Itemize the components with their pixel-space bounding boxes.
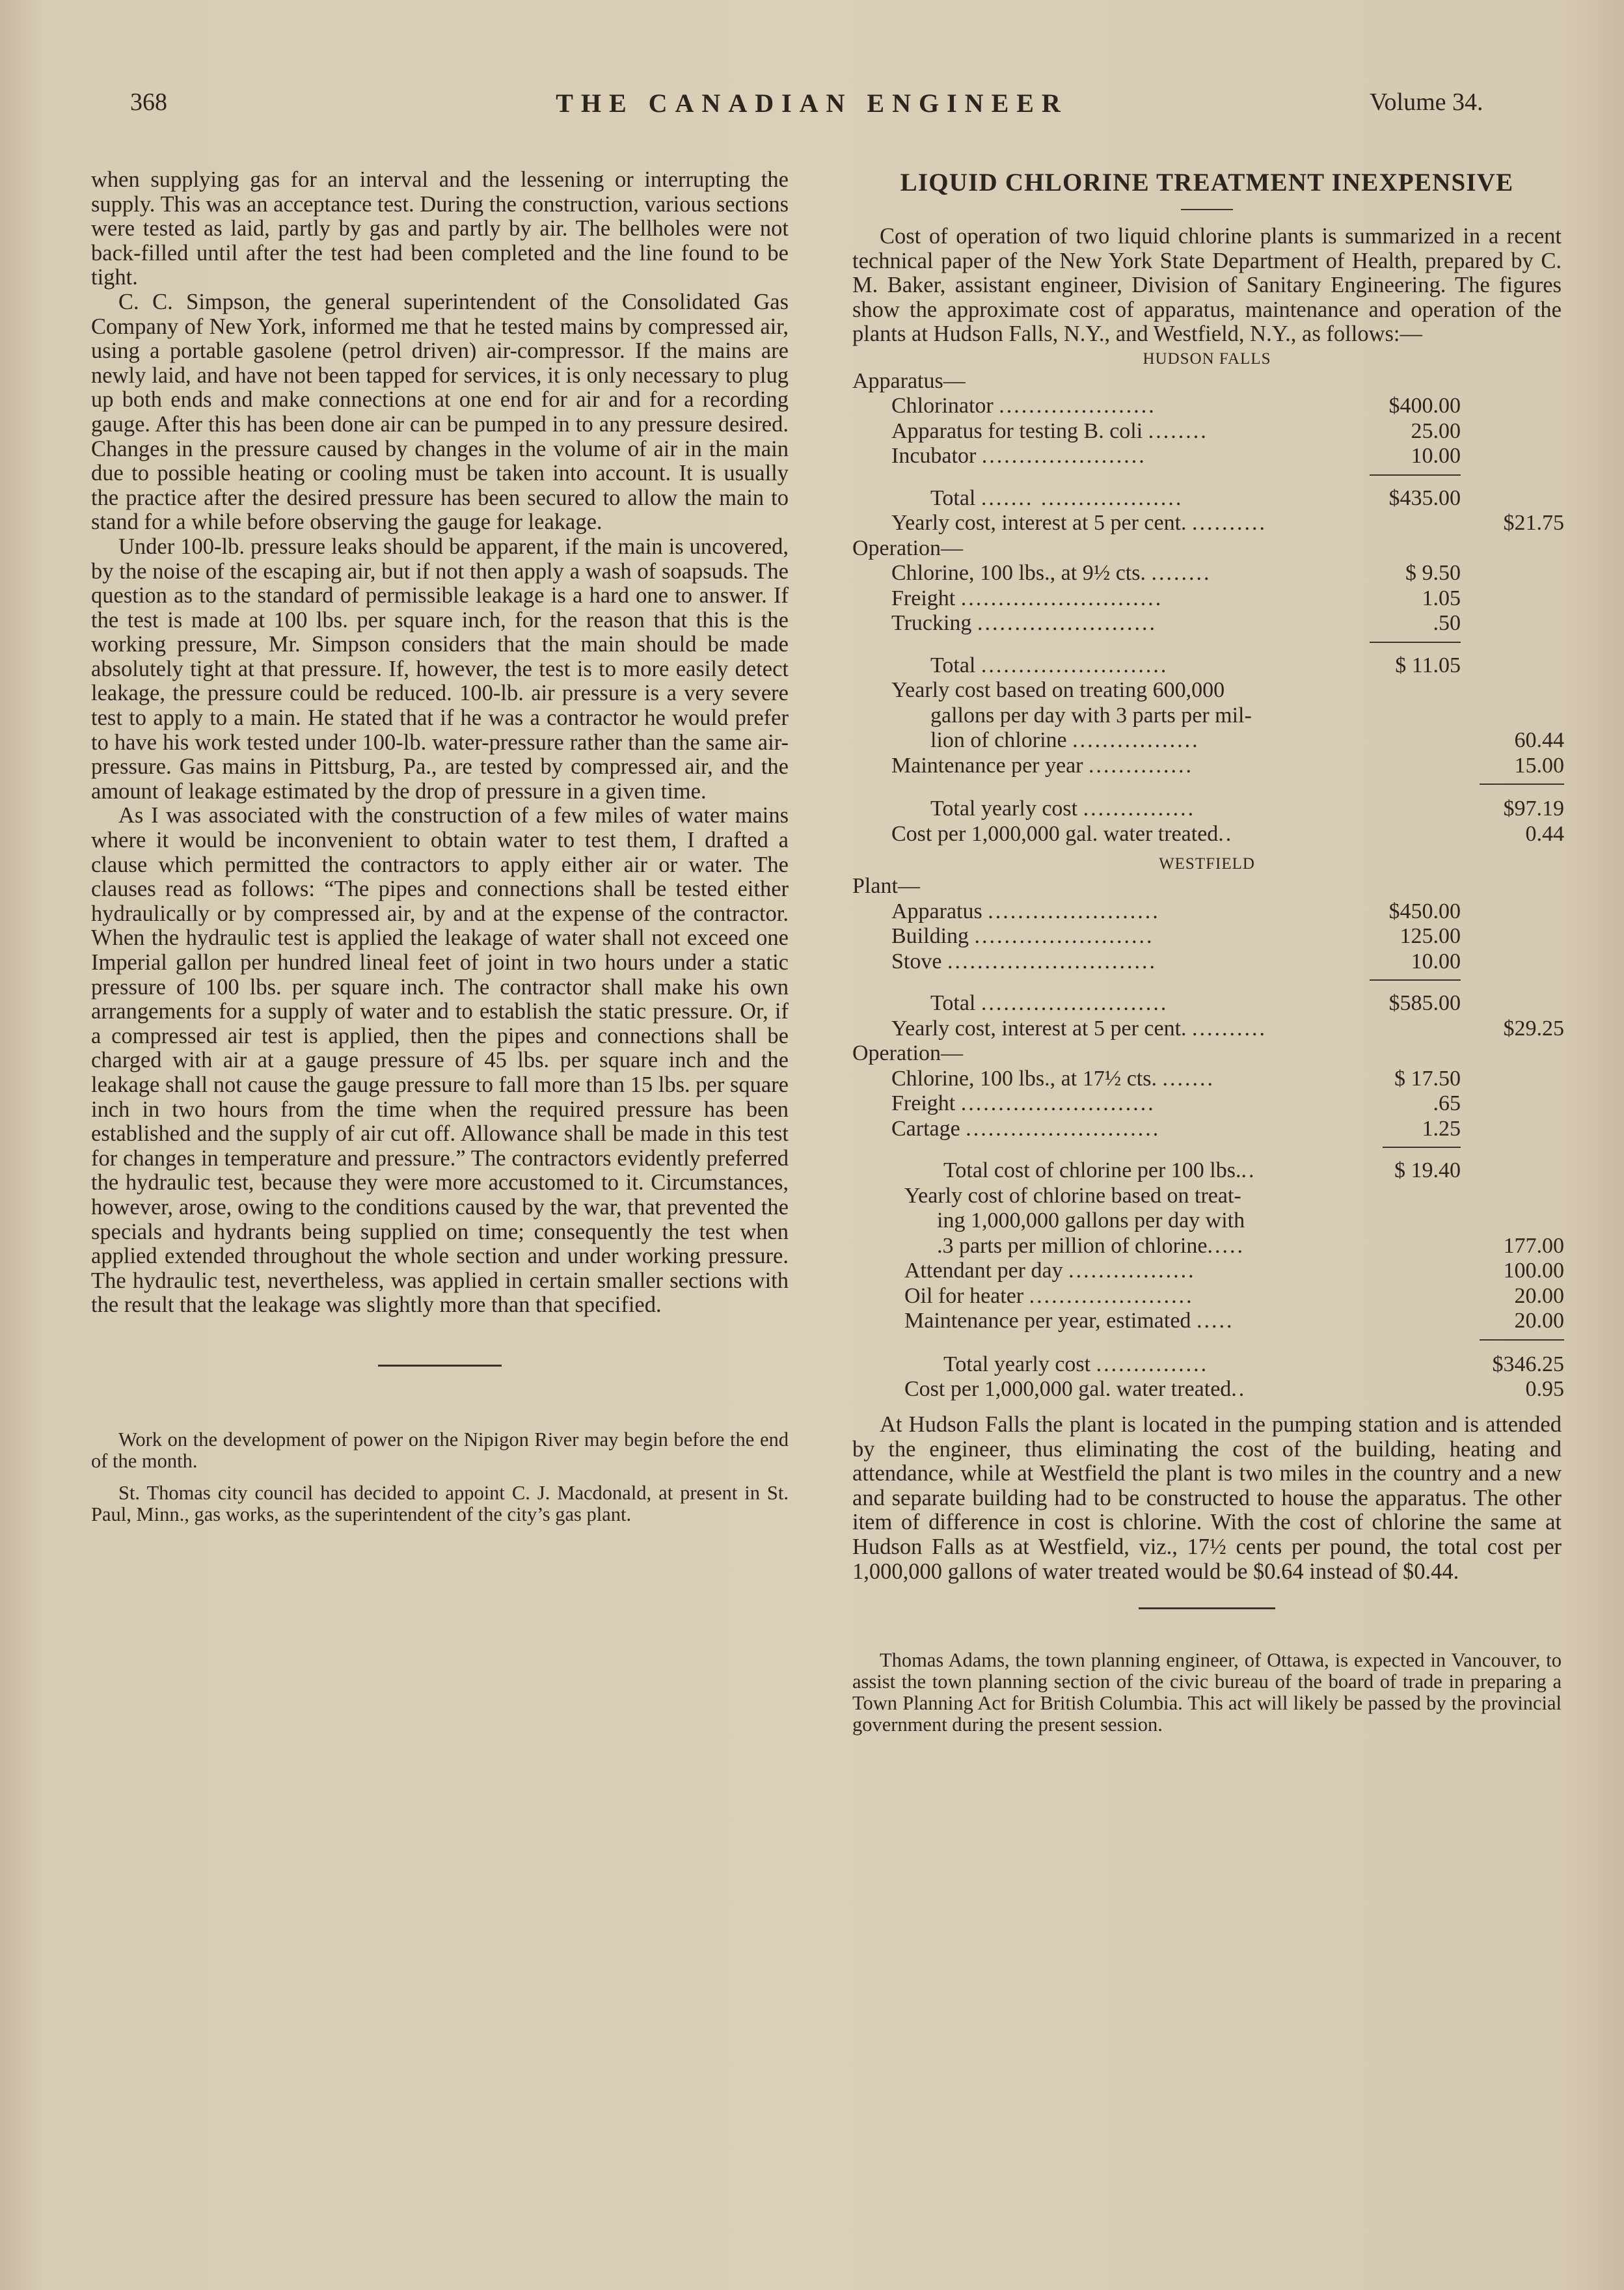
cost-amount: $97.19 [1503, 797, 1564, 821]
cost-row: Total cost of chlorine per 100 lbs... $ 19.40 [852, 1158, 1562, 1184]
cost-label-line: Yearly cost based on treating 600,000 [891, 678, 1225, 703]
table-section-heading: WESTFIELD [1159, 855, 1255, 873]
cost-label: Yearly cost, interest at 5 per cent. [891, 1016, 1187, 1041]
cost-label: Attendant per day [904, 1259, 1063, 1283]
cost-amount: .50 [1433, 611, 1461, 636]
news-note: Work on the development of power on the Nipigon River may begin before the end of the month. [91, 1428, 789, 1472]
cost-row: Total ......................... $ 11.05 [852, 653, 1562, 679]
cost-amount: 1.05 [1422, 586, 1461, 610]
cost-amount: $29.25 [1503, 1016, 1564, 1041]
cost-row: Oil for heater ...................... 20.00 [852, 1284, 1562, 1309]
cost-label: Apparatus for testing B. coli [891, 418, 1143, 443]
paragraph: C. C. Simpson, the general superintendent of the Consolidated Gas Company of New York, informed me that he tested mains by compressed air, using a portable gasolene (petrol driven) air-compressor. If the mains are newly laid, and have not been tapped for services, it is only necessary to plug up both ends and make connections at one end for air and for a recording gauge. After this has been done air can be pumped in to any pressure desired. Changes in the pressure caused by changes in the volume of air in the main due to possible heating or cooling must be taken into account. It is usually the practice after the desired pressure has been secured to allow the main to stand for a while before observing the gauge for leakage. [91, 289, 789, 535]
cost-row: Total ....... ................... $435.00 [852, 486, 1562, 511]
cost-label-line: ing 1,000,000 gallons per day with [937, 1208, 1245, 1233]
cost-amount: $585.00 [1388, 991, 1461, 1016]
cost-row: Yearly cost, interest at 5 per cent. .......... $21.75 [852, 511, 1562, 536]
cost-amount: 0.44 [1525, 821, 1564, 846]
cost-row: Incubator ...................... 10.00 [852, 444, 1562, 469]
cost-amount: $ 19.40 [1394, 1158, 1461, 1183]
cost-amount: $ 9.50 [1405, 561, 1461, 586]
cost-amount: 10.00 [1411, 444, 1461, 469]
cost-label: Total [930, 485, 976, 510]
paragraph: Under 100-lb. pressure leaks should be apparent, if the main is uncovered, by the noise of the escaping air, but if not then apply a wash of soapsuds. The question as to the standard of permissible leakage is a hard one to answer. If the test is made at 100 lbs. per square inch, for the reason that this is the working pressure, Mr. Simpson considers that the main should be made absolutely tight at that pressure. If, however, the test is to more easily detect leakage, the pressure could be reduced. 100-lb. air pressure is a very severe test to apply to a main. He stated that if he was a contractor he would prefer to have his work tested under 100-lb. water-pressure rather than the same air-pressure. Gas mains in Pittsburg, Pa., are tested by compressed air, and the amount of leakage estimated by the drop of pressure in a given time. [91, 534, 789, 804]
cost-row: Total yearly cost ............... $97.19 [852, 797, 1562, 822]
journal-title: THE CANADIAN ENGINEER [556, 89, 1068, 118]
hudson-falls-cost-table [852, 349, 1562, 847]
cost-amount: 20.00 [1514, 1283, 1564, 1308]
cost-label: Total yearly cost [930, 797, 1078, 821]
cost-row: Cost per 1,000,000 gal. water treated.. 0.95 [852, 1377, 1562, 1402]
cost-amount: $346.25 [1492, 1352, 1564, 1376]
cost-label: Cartage [891, 1116, 960, 1141]
table-group-label: Apparatus— [852, 368, 966, 393]
article-intro: Cost of operation of two liquid chlorine plants is summarized in a recent technical paper of the New York State Department of Health, prepared by C. M. Baker, assistant engineer, Division of Sanitary Engineering. The figures show the approximate cost of apparatus, maintenance and operation of the plants at Hudson Falls, N.Y., and Westfield, N.Y., as follows:— [852, 224, 1562, 347]
cost-label: Yearly cost, interest at 5 per cent. [891, 511, 1187, 536]
cost-amount: 125.00 [1400, 924, 1461, 949]
cost-label-line: gallons per day with 3 parts per mil- [930, 703, 1252, 728]
cost-row: Maintenance per year .............. 15.00 [852, 754, 1562, 779]
news-note: Thomas Adams, the town planning engineer, of Ottawa, is expected in Vancouver, to assist the town planning section of the civic bureau of the board of trade in preparing a Town Planning Act for British Columbia. This act will likely be passed by the provincial government during the present session. [852, 1649, 1562, 1736]
news-note: St. Thomas city council has decided to appoint C. J. Macdonald, at present in St. Paul, Minn., gas works, as the superintendent of the city’s gas plant. [91, 1481, 789, 1525]
volume-label: Volume 34. [1370, 89, 1483, 116]
cost-label: Total [930, 653, 976, 677]
cost-row: Total yearly cost ............... $346.25 [852, 1352, 1562, 1378]
cost-label: Oil for heater [904, 1283, 1024, 1308]
cost-label: Total cost of chlorine per 100 lbs. [943, 1158, 1241, 1183]
cost-row: Yearly cost, interest at 5 per cent. .......... $29.25 [852, 1016, 1562, 1042]
article-conclusion: At Hudson Falls the plant is located in the pumping station and is attended by the engineer, thus eliminating the cost of the building, heating and attendance, while at Westfield the plant is two miles in the country and a new and separate building had to be constructed to house the apparatus. The other item of difference in cost is chlorine. With the cost of chlorine the same at Hudson Falls as at Westfield, viz., 17½ cents per pound, the total cost per 1,000,000 gallons of water treated would be $0.64 instead of $0.44. [852, 1411, 1562, 1584]
cost-row: Stove ............................ 10.00 [852, 949, 1562, 975]
title-rule [1181, 209, 1233, 210]
westfield-cost-table [852, 854, 1562, 1402]
article-title: LIQUID CHLORINE TREATMENT INEXPENSIVE [900, 169, 1514, 197]
cost-amount: 10.00 [1411, 949, 1461, 974]
news-notes [91, 1429, 789, 1525]
cost-row: Chlorinator ..................... $400.00 [852, 394, 1562, 419]
cost-amount: $21.75 [1503, 511, 1564, 536]
cost-row: Cost per 1,000,000 gal. water treated.. 0.44 [852, 822, 1562, 847]
cost-amount: $450.00 [1388, 899, 1461, 923]
cost-amount: $400.00 [1388, 394, 1461, 418]
cost-label: Chlorinator [891, 394, 994, 418]
cost-row: .3 parts per million of chlorine..... 177.00 [852, 1234, 1562, 1259]
cost-row: Building ........................ 125.00 [852, 924, 1562, 949]
cost-row: Apparatus for testing B. coli ........ 25.00 [852, 419, 1562, 444]
cost-amount: 0.95 [1525, 1377, 1564, 1402]
cost-row: Total ......................... $585.00 [852, 991, 1562, 1016]
running-header [0, 88, 1624, 127]
page-number: 368 [130, 89, 167, 116]
cost-row: Trucking ........................ .50 [852, 611, 1562, 636]
cost-label: Maintenance per year [891, 753, 1083, 778]
cost-amount: $435.00 [1388, 485, 1461, 510]
sum-rule [852, 1334, 1562, 1344]
cost-row: lion of chlorine ................. 60.44 [852, 728, 1562, 754]
table-section-heading: HUDSON FALLS [1143, 349, 1271, 368]
cost-row: Maintenance per year, estimated ..... 20.00 [852, 1309, 1562, 1334]
cost-label-line: Yearly cost of chlorine based on treat- [904, 1183, 1241, 1208]
section-divider [1139, 1607, 1275, 1609]
sum-rule [852, 974, 1562, 985]
sum-rule [852, 1141, 1562, 1152]
table-group-label: Operation— [852, 536, 963, 560]
cost-label: Stove [891, 949, 942, 974]
cost-row: Freight ........................... 1.05 [852, 586, 1562, 612]
cost-label: Chlorine, 100 lbs., at 9½ cts. [891, 561, 1146, 586]
cost-label: Building [891, 924, 969, 949]
cost-amount: 25.00 [1411, 418, 1461, 443]
cost-amount: 100.00 [1503, 1259, 1564, 1283]
cost-label: Incubator [891, 444, 977, 469]
cost-row: Cartage .......................... 1.25 [852, 1117, 1562, 1142]
cost-label: Total yearly cost [943, 1352, 1091, 1376]
cost-amount: .65 [1433, 1091, 1461, 1116]
cost-label: Cost per 1,000,000 gal. water treated [891, 821, 1219, 846]
cost-label: Total [930, 991, 976, 1016]
cost-amount: 177.00 [1503, 1233, 1564, 1258]
right-column [852, 168, 1562, 1736]
cost-amount: 60.44 [1514, 728, 1564, 753]
sum-rule [852, 778, 1562, 789]
cost-row: Freight .......................... .65 [852, 1091, 1562, 1117]
cost-label: Maintenance per year, estimated [904, 1309, 1191, 1333]
cost-row: Chlorine, 100 lbs., at 9½ cts. ........ $ 9.50 [852, 561, 1562, 586]
cost-label: Apparatus [891, 899, 982, 923]
cost-label: Freight [891, 586, 956, 610]
cost-label: Cost per 1,000,000 gal. water treated [904, 1377, 1232, 1402]
cost-amount: 1.25 [1422, 1116, 1461, 1141]
paragraph: when supplying gas for an interval and the lessening or interrupting the supply. This was an acceptance test. During the construction, various sections were tested as laid, partly by gas and partly by air. The bellholes were not back-filled until after the test had been completed and the line found to be tight. [91, 167, 789, 290]
table-group-label: Operation— [852, 1041, 963, 1066]
cost-label: Trucking [891, 611, 972, 636]
sum-rule [852, 469, 1562, 480]
cost-row: Apparatus ....................... $450.00 [852, 899, 1562, 925]
cost-amount: 15.00 [1514, 753, 1564, 778]
cost-label: Freight [891, 1091, 956, 1116]
left-column [91, 168, 789, 1525]
cost-amount: 20.00 [1514, 1309, 1564, 1333]
cost-label: Chlorine, 100 lbs., at 17½ cts. [891, 1066, 1157, 1091]
cost-label: .3 parts per million of chlorine [937, 1233, 1208, 1258]
cost-amount: $ 11.05 [1395, 653, 1461, 677]
cost-row: Chlorine, 100 lbs., at 17½ cts. ....... $ 17.50 [852, 1067, 1562, 1092]
cost-row: Attendant per day ................. 100.00 [852, 1259, 1562, 1284]
cost-amount: $ 17.50 [1394, 1066, 1461, 1091]
cost-label: lion of chlorine [930, 728, 1067, 753]
section-divider [378, 1365, 502, 1367]
table-group-label: Plant— [852, 874, 920, 899]
sum-rule [852, 636, 1562, 647]
paragraph: As I was associated with the construction of a few miles of water mains where it would be inconvenient to obtain water to test them, I drafted a clause which permitted the contractors to apply either air or water. The clauses read as follows: “The pipes and connections shall be tested either hydraulically or by compressed air, by and at the expense of the contractor. When the hydraulic test is applied the leakage of water shall not exceed one Imperial gallon per hundred lineal feet of joint in two hours under a static pressure of 100 lbs. per square inch. The contractor shall make his own arrangements for a supply of water and to establish the static pressure. Or, if a compressed air test is applied, then the pipes and connections shall be charged with air at a gauge pressure of 45 lbs. per square inch and the leakage shall not cause the gauge pressure to fall more than 15 lbs. per square inch in two hours from the time when the required pressure has been established and the supply of air cut off. Allowance shall be made in this test for changes in temperature and pressure.” The contractors evidently preferred the hydraulic test, because they were more accustomed to it. Circumstances, however, arose, owing to the conditions caused by the war, that prevented the specials and hydrants being supplied on time; consequently the test when applied extended throughout the whole section and under working pressure. The hydraulic test, nevertheless, was applied in certain smaller sections with the result that the leakage was slightly more than that specified. [91, 803, 789, 1318]
